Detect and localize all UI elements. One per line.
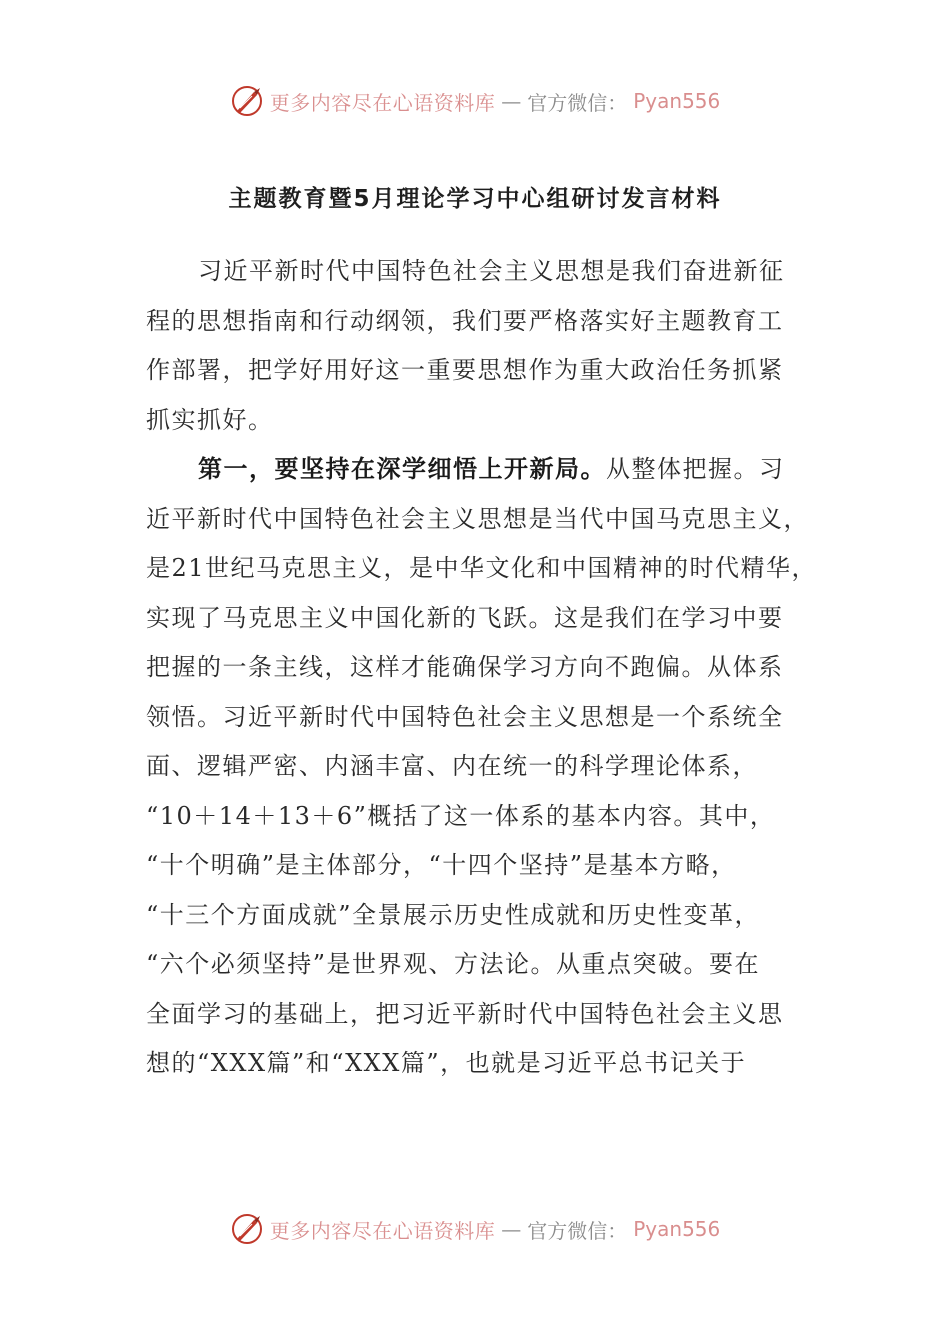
text-line: “六个必须坚持”是世界观、方法论。从重点突破。要在	[146, 950, 761, 978]
text-line: 是21世纪马克思主义，是中华文化和中国精神的时代精华，	[146, 554, 818, 582]
quill-logo-icon	[230, 1212, 264, 1246]
text-line: 面、逻辑严密、内涵丰富、内在统一的科学理论体系，	[146, 752, 758, 780]
text-line: 作部署，把学好用好这一重要思想作为重大政治任务抓紧	[146, 356, 784, 384]
text-line: “十三个方面成就”全景展示历史性成就和历史性变革，	[146, 900, 761, 929]
watermark-text: 更多内容尽在心语资料库	[269, 1218, 496, 1243]
document-title: 主题教育暨5月理论学习中心组研讨发言材料	[228, 186, 722, 212]
text-run: 从整体把握。习	[606, 455, 785, 483]
watermark-text: 更多内容尽在心语资料库	[269, 90, 496, 115]
text-line: “10＋14＋13＋6”概括了这一体系的基本内容。其中，	[146, 801, 776, 830]
watermark-separator: —	[501, 1217, 522, 1241]
quill-logo-icon	[230, 84, 264, 118]
text-line: 实现了马克思主义中国化新的飞跃。这是我们在学习中要	[146, 603, 784, 632]
watermark-wechat-label: 官方微信：	[527, 90, 628, 115]
text-line	[146, 445, 816, 495]
text-line: “十个明确”是主体部分，“十四个坚持”是基本方略，	[146, 851, 737, 879]
text-line: 习近平新时代中国特色社会主义思想是我们奋进新征	[198, 257, 785, 285]
text-line: 领悟。习近平新时代中国特色社会主义思想是一个系统全	[146, 702, 784, 731]
watermark-separator: —	[501, 89, 522, 113]
text-line: 把握的一条主线，这样才能确保学习方向不跑偏。从体系	[146, 653, 784, 681]
section-heading: 第一，要坚持在深学细悟上开新局。	[198, 455, 606, 483]
watermark-banner-top	[0, 84, 950, 118]
text-line: 全面学习的基础上，把习近平新时代中国特色社会主义思	[146, 999, 784, 1028]
watermark-wechat-id: Pyan556	[633, 89, 721, 113]
paragraph-intro	[146, 247, 816, 445]
watermark-wechat-id: Pyan556	[633, 1217, 721, 1241]
watermark-wechat-label: 官方微信：	[527, 1218, 628, 1243]
text-line: 程的思想指南和行动纲领，我们要严格落实好主题教育工	[146, 306, 784, 335]
paragraph-section-one	[146, 445, 816, 1089]
watermark-banner-bottom	[0, 1212, 950, 1246]
text-line: 抓实抓好。	[146, 405, 274, 434]
text-line: 近平新时代中国特色社会主义思想是当代中国马克思主义，	[146, 504, 809, 533]
text-line: 想的“XXX篇”和“XXX篇”，也就是习近平总书记关于	[146, 1049, 747, 1077]
